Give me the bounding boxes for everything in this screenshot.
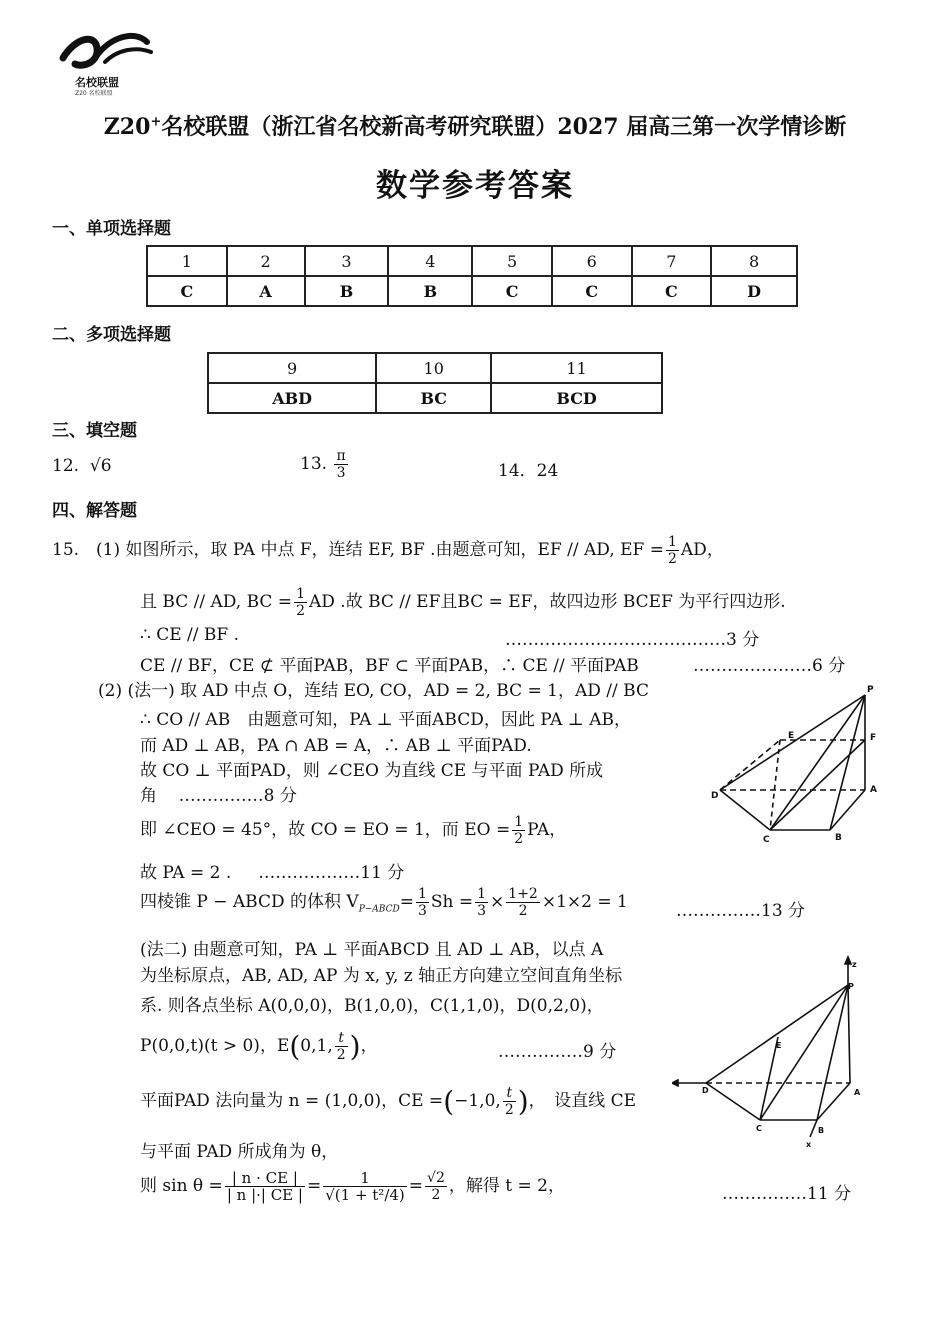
score-9: ……………9 分	[498, 1042, 617, 1062]
fig1-label-d: D	[711, 791, 719, 801]
fig1-label-c: C	[763, 835, 770, 845]
fig1-label-e: E	[788, 731, 795, 741]
question-number-cell: 5	[472, 246, 552, 276]
multi-choice-table	[207, 352, 663, 414]
score-11a: ………………11 分	[258, 863, 405, 883]
figure-pyramid-2	[672, 955, 882, 1155]
answer-cell: B	[388, 276, 472, 306]
logo-text: 名校联盟	[75, 76, 119, 89]
p15-line8: 故 CO ⊥ 平面PAD，则 ∠CEO 为直线 CE 与平面 PAD 所成	[140, 761, 604, 781]
question-number-cell: 1	[147, 246, 227, 276]
question-number-cell: 6	[552, 246, 632, 276]
answer-cell: C	[147, 276, 227, 306]
fig2-label-p: P	[848, 982, 854, 991]
logo-subtext: Z20 名校联盟	[75, 90, 113, 97]
p15-line14: 为坐标原点，AB, AD, AP 为 x, y, z 轴正方向建立空间直角坐标	[140, 966, 623, 986]
p15-line19: 则 sin θ = $\frac{| n \cdot CE |}{| n |\cdot| CE |}$ = $\frac{1}{\text{√(1 + t²/4)}}$ = $\frac{√2}{2}$ ，解得 t = 2，	[140, 1169, 565, 1204]
section-solutions: 四、解答题	[52, 501, 137, 521]
answer-cell: B	[305, 276, 389, 306]
p15-line5: (2) (法一) 取 AD 中点 O，连结 EO, CO，AD = 2, BC = 1，AD // BC	[98, 681, 649, 701]
score-13: ……………13 分	[676, 901, 806, 921]
answer-13: 13. $\frac{\pi}{3}$	[300, 448, 346, 481]
single-choice-table	[146, 245, 798, 307]
fig2-label-x: x	[806, 1140, 812, 1149]
answer-12: 12. √6	[52, 456, 112, 476]
answer-cell: D	[711, 276, 797, 306]
question-number-cell: 2	[227, 246, 305, 276]
question-number-cell: 3	[305, 246, 389, 276]
p15-line1: 15. (1) 如图所示，取 PA 中点 F，连结 EF, BF .由题意可知，EF // AD, EF = $\frac{1}{2}$ AD，	[52, 534, 724, 567]
fig2-label-a: A	[854, 1088, 861, 1097]
fig1-label-f: F	[870, 733, 877, 743]
question-number-cell: 11	[491, 353, 662, 383]
fig2-label-e: E	[776, 1041, 782, 1050]
p15-line10: 即 ∠CEO = 45°，故 CO = EO = 1，而 EO = $\frac{1}{2}$ PA，	[140, 814, 567, 847]
p15-line7: 而 AD ⊥ AB，PA ∩ AB = A，∴ AB ⊥ 平面PAD.	[140, 736, 532, 756]
fig1-label-b: B	[835, 833, 842, 843]
fig2-label-z: z	[852, 960, 857, 969]
p15-line2: 且 BC // AD, BC = $\frac{1}{2}$ AD .故 BC // EF且BC = EF，故四边形 BCEF 为平行四边形.	[140, 586, 786, 619]
p15-line18: 与平面 PAD 所成角为 θ，	[140, 1142, 339, 1162]
score-3: …………………………………3 分	[505, 630, 760, 650]
answer-cell: BCD	[491, 383, 662, 413]
p15-line6: ∴ CO // AB 由题意可知，PA ⊥ 平面ABCD，因此 PA ⊥ AB，	[140, 710, 631, 730]
exam-header: Z20+名校联盟（浙江省名校新高考研究联盟）2027 届高三第一次学情诊断	[103, 114, 847, 140]
p15-line11: 故 PA = 2 . ………………11 分	[140, 863, 405, 883]
section-multi-choice: 二、多项选择题	[52, 325, 171, 345]
fig1-label-p: P	[867, 685, 874, 695]
figure-pyramid-1	[705, 680, 905, 850]
page-title: 数学参考答案	[376, 168, 574, 204]
score-11b: ……………11 分	[722, 1184, 852, 1204]
answer-cell: C	[552, 276, 632, 306]
section-single-choice: 一、单项选择题	[52, 219, 171, 239]
question-number-cell: 4	[388, 246, 472, 276]
fig2-label-b: B	[818, 1126, 825, 1135]
p15-line13: (法二) 由题意可知，PA ⊥ 平面ABCD 且 AD ⊥ AB，以点 A	[140, 940, 604, 960]
logo-swoosh-icon	[55, 28, 165, 78]
score-6: …………………6 分	[693, 656, 846, 676]
fig2-label-d: D	[702, 1086, 709, 1095]
p15-line9: 角 ……………8 分	[140, 786, 297, 806]
p15-line3: ∴ CE // BF .	[140, 625, 239, 645]
question-number-cell: 10	[376, 353, 491, 383]
question-number-cell: 7	[632, 246, 712, 276]
p15-line12: 四棱锥 P − ABCD 的体积 $V_{P-ABCD}=$ $\frac{1}{3}$ Sh = $\frac{1}{3}$ × $\frac{1+2}{2}$ ×1×2 = 1	[140, 886, 628, 919]
question-number-cell: 9	[208, 353, 376, 383]
question-number-cell: 8	[711, 246, 797, 276]
score-8: ……………8 分	[178, 786, 297, 806]
fig1-label-a: A	[870, 785, 877, 795]
answer-cell: A	[227, 276, 305, 306]
answer-cell: ABD	[208, 383, 376, 413]
logo	[55, 28, 165, 100]
p15-line4: CE // BF，CE ⊄ 平面PAB，BF ⊂ 平面PAB，∴ CE // 平面PAB	[140, 656, 639, 676]
answer-cell: C	[472, 276, 552, 306]
section-fill-blank: 三、填空题	[52, 421, 137, 441]
answer-cell: C	[632, 276, 712, 306]
answer-14: 14．24	[498, 461, 559, 481]
p15-line15: 系. 则各点坐标 A(0,0,0)，B(1,0,0)，C(1,1,0)，D(0,2,0)，	[140, 996, 604, 1016]
answer-cell: BC	[376, 383, 491, 413]
fig2-label-c: C	[756, 1124, 762, 1133]
p15-line16: P(0,0,t)(t > 0)，E(0,1, $\frac{t}{2}$ )，	[140, 1030, 378, 1063]
p15-line17: 平面PAD 法向量为 n = (1,0,0)，CE =(−1,0, $\frac{t}{2}$ )， 设直线 CE	[140, 1085, 636, 1118]
